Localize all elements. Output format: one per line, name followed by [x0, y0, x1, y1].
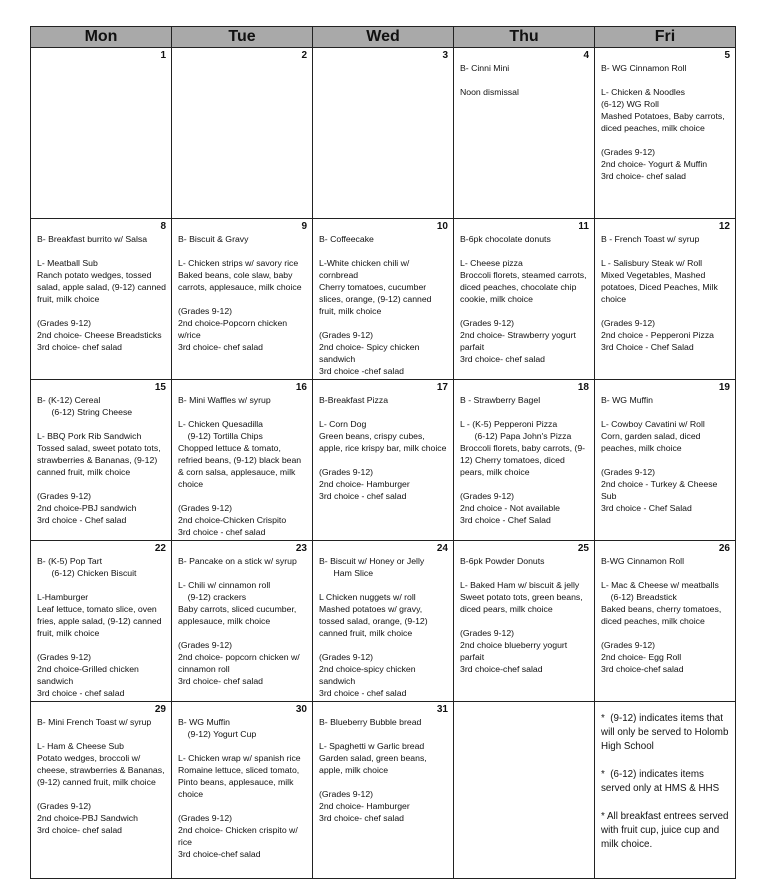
day-cell [31, 541, 172, 702]
day-cell [313, 380, 454, 541]
day-cell [172, 702, 313, 879]
day-number: 17 [436, 382, 448, 393]
day-number: 10 [436, 221, 448, 232]
day-menu: B-Breakfast Pizza L- Corn Dog Green beans, crispy cubes, apple, rice krispy bar, milk choice (Grades 9-12) 2nd choice- Hamburger 3rd choice - chef salad [319, 395, 447, 501]
day-number: 3 [442, 50, 448, 61]
day-menu: B- WG Muffin (9-12) Yogurt Cup L- Chicken wrap w/ spanish rice Romaine lettuce, sliced tomato, Pinto beans, applesauce, milk choice (Grades 9-12) 2nd choice- Chicken crispito w/ rice 3rd choice-chef salad [178, 717, 301, 859]
day-menu: B- WG Cinnamon Roll L- Chicken & Noodles (6-12) WG Roll Mashed Potatoes, Baby carrots, diced peaches, milk choice (Grades 9-12) 2nd choice- Yogurt & Muffin 3rd choice- chef salad [601, 63, 725, 181]
week-row-2 [31, 219, 736, 380]
weekday-header-row [31, 27, 736, 48]
day-menu: B- Coffeecake L-White chicken chili w/ cornbread Cherry tomatoes, cucumber slices, orange, (9-12) canned fruit, milk choice (Grades 9-12) 2nd choice- Spicy chicken sandwich 3rd choice -chef salad [319, 234, 432, 376]
day-cell [595, 219, 736, 380]
day-number [460, 704, 589, 715]
day-menu: B- Biscuit w/ Honey or Jelly Ham Slice L Chicken nuggets w/ roll Mashed potatoes w/ gravy, tossed salad, orange, (9-12) canned fruit, milk choice (Grades 9-12) 2nd choice-spicy chicken sandwich 3rd choice - chef salad [319, 556, 428, 698]
day-number: 26 [718, 543, 730, 554]
day-menu: B- (K-12) Cereal (6-12) String Cheese L- BBQ Pork Rib Sandwich Tossed salad, sweet potato tots, strawberries & Bananas, (9-12) canned fruit, milk choice (Grades 9-12) 2nd choice-PBJ sandwich 3rd choice - Chef salad [37, 395, 161, 525]
day-number: 18 [577, 382, 589, 393]
week-row-1 [31, 48, 736, 219]
day-number: 1 [160, 50, 166, 61]
day-number: 25 [577, 543, 589, 554]
day-menu: B- Breakfast burrito w/ Salsa L- Meatball Sub Ranch potato wedges, tossed salad, apple salad, (9-12) canned fruit, milk choice (Grades 9-12) 2nd choice- Cheese Breadsticks 3rd choice- chef salad [37, 234, 166, 352]
day-cell [454, 48, 595, 219]
header-fri: Fri [595, 27, 736, 48]
day-menu: B- WG Muffin L- Cowboy Cavatini w/ Roll Corn, garden salad, diced peaches, milk choice (Grades 9-12) 2nd choice - Turkey & Cheese Sub 3rd choice - Chef Salad [601, 395, 718, 513]
day-menu: B- Blueberry Bubble bread L- Spaghetti w Garlic bread Garden salad, green beans, apple, milk choice (Grades 9-12) 2nd choice- Hamburger 3rd choice- chef salad [319, 717, 427, 823]
day-number: 5 [724, 50, 730, 61]
day-menu: B-WG Cinnamon Roll L- Mac & Cheese w/ meatballs (6-12) Breadstick Baked beans, cherry tomatoes, diced peaches, milk choice (Grades 9-12) 2nd choice- Egg Roll 3rd choice-chef salad [601, 556, 722, 674]
day-menu: B- Mini Waffles w/ syrup L- Chicken Quesadilla (9-12) Tortilla Chips Chopped lettuce & tomato, refried beans, (9-12) black bean & corn salsa, applesauce, milk choice (Grades 9-12) 2nd choice-Chicken Crispito 3rd choice - chef salad [178, 395, 302, 537]
day-cell [31, 702, 172, 879]
week-row-3 [31, 380, 736, 541]
day-menu: B- Pancake on a stick w/ syrup L- Chili w/ cinnamon roll (9-12) crackers Baby carrots, sliced cucumber, applesauce, milk choice (Grades 9-12) 2nd choice- popcorn chicken w/ cinnamon roll 3rd choice- chef salad [178, 556, 300, 686]
header-tue: Tue [172, 27, 313, 48]
day-cell [313, 541, 454, 702]
day-number: 16 [295, 382, 307, 393]
day-number: 23 [295, 543, 307, 554]
day-cell [595, 380, 736, 541]
day-cell [31, 48, 172, 219]
day-number: 31 [436, 704, 448, 715]
week-row-4 [31, 541, 736, 702]
day-cell [454, 380, 595, 541]
day-menu: B-6pk chocolate donuts L- Cheese pizza Broccoli florets, steamed carrots, diced peaches, chocolate chip cookie, milk choice (Grades 9-12) 2nd choice- Strawberry yogurt parfait 3rd choice- chef salad [460, 234, 587, 364]
day-number: 2 [301, 50, 307, 61]
header-thu: Thu [454, 27, 595, 48]
header-wed: Wed [313, 27, 454, 48]
day-cell [31, 219, 172, 380]
week-row-5 [31, 702, 736, 879]
day-cell [172, 219, 313, 380]
day-number: 9 [301, 221, 307, 232]
header-mon: Mon [31, 27, 172, 48]
day-menu: B- (K-5) Pop Tart (6-12) Chicken Biscuit L-Hamburger Leaf lettuce, tomato slice, oven fries, apple salad, (9-12) canned fruit, milk choice (Grades 9-12) 2nd choice-Grilled chicken sandwich 3rd choice - chef salad [37, 556, 162, 698]
menu-notes: * (9-12) indicates items that will only be served to Holomb High School * (6-12) indicates items served only at HMS & HHS * All breakfast entrees served with fruit cup, juice cup and milk choice. [601, 713, 729, 850]
day-cell [172, 48, 313, 219]
day-menu: B - French Toast w/ syrup L - Salisbury Steak w/ Roll Mixed Vegetables, Mashed potatoes, Diced Peaches, Milk choice (Grades 9-12) 2nd choice - Pepperoni Pizza 3rd Choice - Chef Salad [601, 234, 718, 352]
day-cell [595, 48, 736, 219]
day-cell [313, 48, 454, 219]
day-cell [454, 541, 595, 702]
day-number: 11 [578, 221, 589, 232]
day-number: 8 [160, 221, 166, 232]
lunch-menu-calendar [30, 26, 736, 879]
day-number: 4 [583, 50, 589, 61]
empty-day-cell [454, 702, 595, 879]
day-number: 12 [718, 221, 730, 232]
day-cell [595, 541, 736, 702]
day-cell [454, 219, 595, 380]
day-menu: B- Cinni Mini Noon dismissal [460, 63, 519, 97]
day-cell [31, 380, 172, 541]
day-number: 30 [295, 704, 307, 715]
notes-cell [595, 702, 736, 879]
day-cell [172, 380, 313, 541]
day-cell [313, 702, 454, 879]
day-number: 24 [436, 543, 448, 554]
day-menu: B- Mini French Toast w/ syrup L- Ham & Cheese Sub Potato wedges, broccoli w/ cheese, strawberries & Bananas, (9-12) canned fruit, milk choice (Grades 9-12) 2nd choice-PBJ Sandwich 3rd choice- chef salad [37, 717, 165, 835]
day-number: 19 [718, 382, 730, 393]
day-cell [172, 541, 313, 702]
day-menu: B- Biscuit & Gravy L- Chicken strips w/ savory rice Baked beans, cole slaw, baby carrots, applesauce, milk choice (Grades 9-12) 2nd choice-Popcorn chicken w/rice 3rd choice- chef salad [178, 234, 302, 352]
day-number: 15 [154, 382, 166, 393]
day-menu: B - Strawberry Bagel L - (K-5) Pepperoni Pizza (6-12) Papa John's Pizza Broccoli florets, baby carrots, (9-12) Cherry tomatoes, diced pears, milk choice (Grades 9-12) 2nd choice - Not available 3rd choice - Chef Salad [460, 395, 586, 525]
day-menu: B-6pk Powder Donuts L- Baked Ham w/ biscuit & jelly Sweet potato tots, green beans, diced pears, milk choice (Grades 9-12) 2nd choice blueberry yogurt parfait 3rd choice-chef salad [460, 556, 583, 674]
day-number: 22 [154, 543, 166, 554]
day-number: 29 [154, 704, 166, 715]
day-cell [313, 219, 454, 380]
